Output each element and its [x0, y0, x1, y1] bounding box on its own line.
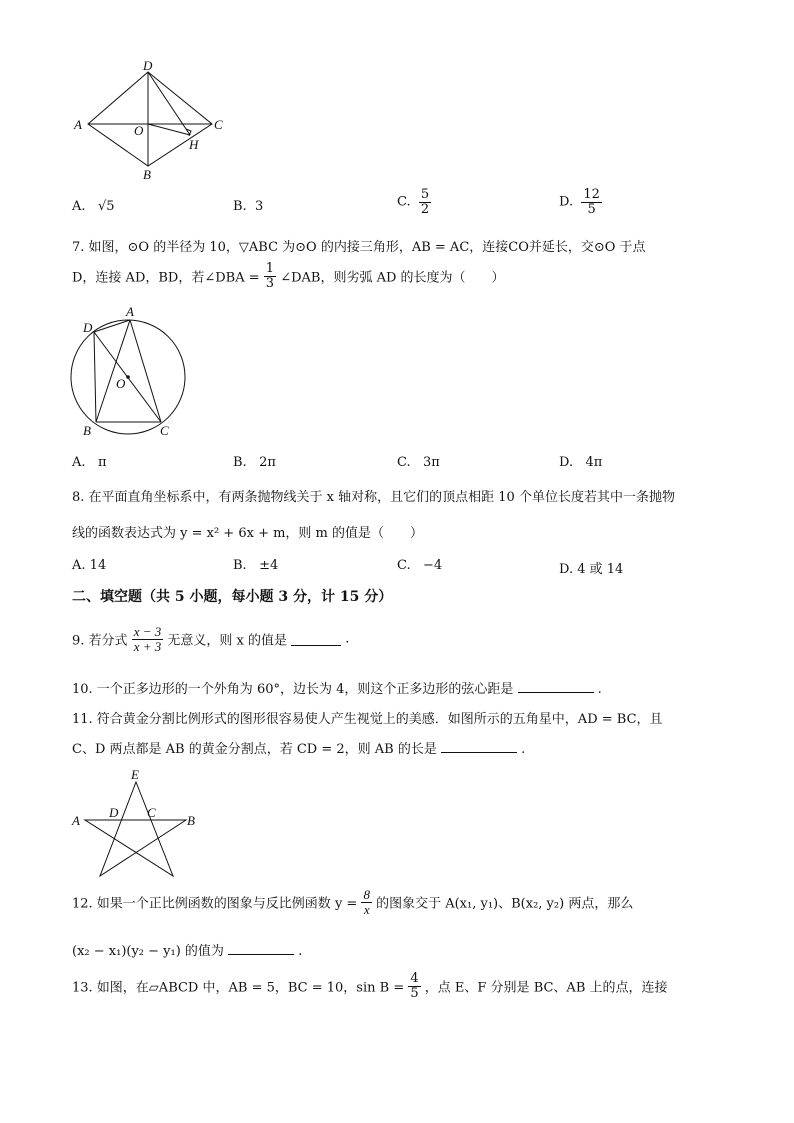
star-figure [70, 768, 205, 880]
label-b: B [143, 167, 151, 182]
q12-line2: (x₂ − x₁)(y₂ − y₁) 的值为 . [72, 944, 303, 959]
q11-answer-blank[interactable] [441, 740, 517, 753]
q7-fraction: $\frac{1}{3}$ [265, 261, 275, 291]
q7-option-b[interactable]: B. 2π [233, 455, 276, 470]
q8-option-d[interactable]: D. 4 或 14 [559, 562, 624, 577]
q13-line1: 13. 如图，在▱ABCD 中，AB = 5，BC = 10，sin B = $\frac{4}{5}$ ，点 E、F 分别是 BC、AB 上的点，连接 [72, 971, 668, 1001]
label-d: D [143, 58, 153, 73]
q12-answer-blank[interactable] [228, 942, 294, 955]
q8-option-c[interactable]: C. −4 [397, 558, 443, 573]
label-a: A [74, 117, 82, 132]
label-a: A [126, 304, 134, 319]
q9-answer-blank[interactable] [291, 633, 341, 646]
q13-fraction: $\frac{4}{5}$ [410, 971, 419, 1001]
center-point [126, 375, 130, 379]
q6-option-c-fraction: $\frac{5}{2}$ [420, 187, 430, 217]
segment-ab [96, 320, 130, 422]
label-c: C [214, 117, 223, 132]
q9-fraction: $\frac{x - 3}{x + 3}$ [133, 624, 162, 654]
q6-option-d[interactable]: D. $\frac{12}{5}$ [559, 187, 600, 217]
label-e: E [131, 767, 139, 782]
segment-bd [94, 332, 96, 422]
q6-option-d-fraction: $\frac{12}{5}$ [583, 187, 600, 217]
q8-option-b[interactable]: B. ±4 [233, 558, 279, 573]
q9: 9. 若分式 $\frac{x - 3}{x + 3}$ 无意义，则 x 的值是 . [72, 624, 350, 654]
segment-ac [130, 320, 161, 422]
label-o: O [134, 123, 144, 138]
q11-line2: C、D 两点都是 AB 的黄金分割点，若 CD = 2，则 AB 的长是 . [72, 742, 526, 757]
label-d: D [83, 320, 93, 335]
circle-figure [70, 305, 195, 440]
rhombus-figure [70, 60, 240, 185]
label-b: B [83, 423, 91, 438]
q7-option-c[interactable]: C. 3π [397, 455, 440, 470]
q6-option-b[interactable]: B. 3 [233, 199, 264, 214]
section-heading: 二、填空题（共 5 小题，每小题 3 分，计 15 分） [72, 589, 393, 605]
q8-option-a[interactable]: A. 14 [72, 558, 107, 573]
q7-line2: D，连接 AD，BD，若∠DBA = $\frac{1}{3}$ ∠DAB，则劣弧 AD 的长度为（ ） [72, 261, 505, 291]
star-outline [85, 782, 186, 876]
q12-line1: 12. 如果一个正比例函数的图象与反比例函数 y = $\frac{8}{x}$ 的图象交于 A(x₁, y₁)、B(x₂, y₂) 两点，那么 [72, 887, 634, 917]
label-o: O [116, 376, 126, 391]
q7-line1: 7. 如图，⊙O 的半径为 10，▽ABC 为⊙O 的内接三角形，AB = AC，连接CO并延长，交⊙O 于点 [72, 240, 646, 255]
q10-answer-blank[interactable] [518, 680, 594, 693]
q8-line2: 线的函数表达式为 y = x² + 6x + m，则 m 的值是（ ） [72, 526, 424, 541]
label-b: B [187, 813, 195, 828]
q8-line1: 8. 在平面直角坐标系中，有两条抛物线关于 x 轴对称，且它们的顶点相距 10 个单位长度若其中一条抛物 [72, 490, 675, 505]
q7-option-a[interactable]: A. π [72, 455, 107, 470]
q10: 10. 一个正多边形的一个外角为 60°，边长为 4，则这个正多边形的弦心距是 . [72, 682, 602, 697]
q7-option-d[interactable]: D. 4π [559, 455, 603, 470]
q12-fraction: $\frac{8}{x}$ [363, 887, 370, 917]
label-h: H [189, 137, 199, 152]
label-a: A [72, 813, 80, 828]
q6-option-a[interactable]: A. √5 [72, 199, 115, 214]
label-c: C [160, 423, 169, 438]
label-c: C [147, 805, 156, 820]
label-d: D [109, 805, 119, 820]
q6-option-c[interactable]: C. $\frac{5}{2}$ [397, 187, 430, 217]
q11-line1: 11. 符合黄金分割比例形式的图形很容易使人产生视觉上的美感．如图所示的五角星中，AD = BC，且 [72, 712, 663, 727]
